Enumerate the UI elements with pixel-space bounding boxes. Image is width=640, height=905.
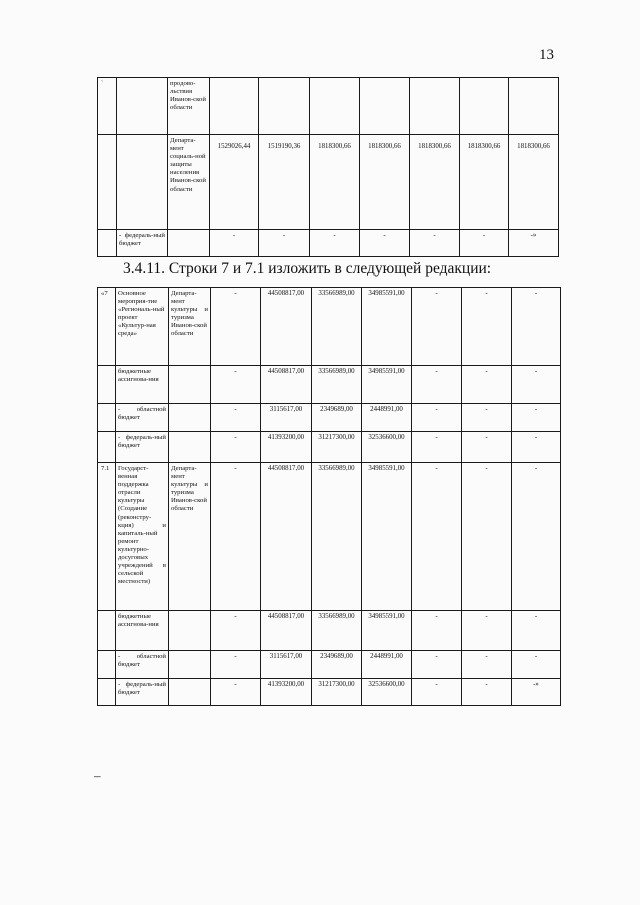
value-cell: 3115617,00 — [261, 651, 312, 679]
program-table — [97, 287, 561, 706]
row-number-cell — [98, 230, 117, 257]
value-cell: - — [462, 404, 512, 432]
value-cell: 31217300,00 — [312, 679, 362, 706]
value-cell — [259, 78, 310, 135]
value-cell — [360, 78, 410, 135]
value-cell: 32536600,00 — [362, 432, 412, 463]
value-cell: -» — [509, 230, 559, 257]
table-row — [98, 679, 561, 706]
value-cell: - — [211, 679, 261, 706]
executor-cell — [169, 679, 211, 706]
value-cell: - — [462, 611, 512, 651]
value-cell: 2349689,00 — [312, 404, 362, 432]
value-cell — [310, 78, 360, 135]
value-cell — [460, 78, 509, 135]
value-cell: - — [412, 651, 462, 679]
value-cell: 33566989,00 — [312, 611, 362, 651]
row-number-cell — [98, 651, 116, 679]
row-number-cell — [98, 432, 116, 463]
value-cell: - — [462, 288, 512, 366]
name-cell: - областной бюджет — [116, 404, 169, 432]
value-cell: - — [211, 432, 261, 463]
value-cell: 1529026,44 — [210, 135, 259, 230]
value-cell: - — [412, 611, 462, 651]
value-cell: - — [412, 288, 462, 366]
value-cell: 34985591,00 — [362, 611, 412, 651]
value-cell: - — [462, 463, 512, 611]
value-cell: 1818300,66 — [509, 135, 559, 230]
name-cell: - федераль-ный бюджет — [116, 679, 169, 706]
value-cell: 1519190,36 — [259, 135, 310, 230]
value-cell: 44508817,00 — [261, 366, 312, 404]
table-row — [98, 135, 559, 230]
value-cell: 1818300,66 — [410, 135, 460, 230]
page-number: 13 — [539, 47, 554, 63]
value-cell: - — [512, 611, 561, 651]
value-cell: - — [360, 230, 410, 257]
row-number-cell — [98, 679, 116, 706]
value-cell: - — [259, 230, 310, 257]
value-cell: - — [462, 651, 512, 679]
value-cell: 41393200,00 — [261, 432, 312, 463]
value-cell: - — [512, 432, 561, 463]
continued-table — [97, 77, 559, 257]
value-cell: - — [211, 404, 261, 432]
value-cell: 44508817,00 — [261, 288, 312, 366]
executor-cell: Департа-мент культуры и туризма Иванов-ской области — [169, 288, 211, 366]
executor-cell — [169, 366, 211, 404]
footer-mark: – — [94, 768, 101, 783]
name-cell: Государст-венная поддержка отрасли культуры (Создание (реконстру-кция) и капиталь-ный ремонт культурно-досуговых учреждений в сельской местности) — [116, 463, 169, 611]
value-cell: 3115617,00 — [261, 404, 312, 432]
value-cell: 34985591,00 — [362, 288, 412, 366]
table-row — [98, 463, 561, 611]
name-cell: бюджетные ассигнова-ния — [116, 611, 169, 651]
value-cell: 44508817,00 — [261, 611, 312, 651]
value-cell — [509, 78, 559, 135]
row-number-cell: «7 — [98, 288, 116, 366]
value-cell: - — [460, 230, 509, 257]
value-cell: - — [412, 366, 462, 404]
executor-cell: Департа-мент социаль-ной защиты населения Иванов-ской области — [168, 135, 210, 230]
value-cell: - — [412, 432, 462, 463]
value-cell: 1818300,66 — [360, 135, 410, 230]
table-row — [98, 230, 559, 257]
section-heading: 3.4.11. Строки 7 и 7.1 изложить в следующей редакции: — [123, 260, 492, 277]
value-cell: - — [512, 288, 561, 366]
value-cell: 1818300,66 — [310, 135, 360, 230]
table-row — [98, 288, 561, 366]
value-cell: - — [210, 230, 259, 257]
executor-cell: продово-льствия Иванов-ской области — [168, 78, 210, 135]
table-row — [98, 366, 561, 404]
value-cell: - — [410, 230, 460, 257]
executor-cell — [169, 651, 211, 679]
table-row — [98, 611, 561, 651]
value-cell: 32536600,00 — [362, 679, 412, 706]
executor-cell — [169, 611, 211, 651]
table-row — [98, 651, 561, 679]
value-cell: - — [512, 366, 561, 404]
value-cell: 31217300,00 — [312, 432, 362, 463]
executor-cell — [169, 432, 211, 463]
value-cell: - — [462, 679, 512, 706]
value-cell: 2448991,00 — [362, 651, 412, 679]
value-cell: - — [412, 463, 462, 611]
name-cell: - федераль-ный бюджет — [116, 432, 169, 463]
table-row — [98, 78, 559, 135]
value-cell: -» — [512, 679, 561, 706]
value-cell: - — [211, 288, 261, 366]
row-number-cell: ` — [98, 78, 117, 135]
value-cell: 33566989,00 — [312, 288, 362, 366]
value-cell: - — [462, 432, 512, 463]
value-cell: 44508817,00 — [261, 463, 312, 611]
name-cell — [117, 78, 168, 135]
row-number-cell — [98, 366, 116, 404]
table-row — [98, 404, 561, 432]
value-cell: 2349689,00 — [312, 651, 362, 679]
value-cell: - — [512, 651, 561, 679]
row-number-cell — [98, 404, 116, 432]
name-cell: Основное мероприя-тие «Региональ-ный проект «Культур-ная среда» — [116, 288, 169, 366]
row-number-cell — [98, 611, 116, 651]
value-cell: 33566989,00 — [312, 463, 362, 611]
executor-cell: Департа-мент культуры и туризма Иванов-ской области — [169, 463, 211, 611]
executor-cell — [169, 404, 211, 432]
value-cell — [210, 78, 259, 135]
value-cell: 41393200,00 — [261, 679, 312, 706]
value-cell: - — [412, 404, 462, 432]
value-cell: - — [211, 366, 261, 404]
name-cell: бюджетные ассигнова-ния — [116, 366, 169, 404]
value-cell — [410, 78, 460, 135]
value-cell: - — [211, 611, 261, 651]
value-cell: - — [211, 463, 261, 611]
value-cell: - — [412, 679, 462, 706]
value-cell: 34985591,00 — [362, 366, 412, 404]
name-cell: - областной бюджет — [116, 651, 169, 679]
value-cell: 33566989,00 — [312, 366, 362, 404]
value-cell: 2448991,00 — [362, 404, 412, 432]
value-cell: 34985591,00 — [362, 463, 412, 611]
value-cell: - — [310, 230, 360, 257]
value-cell: - — [462, 366, 512, 404]
row-number-cell: 7.1 — [98, 463, 116, 611]
value-cell: 1818300,66 — [460, 135, 509, 230]
value-cell: - — [512, 463, 561, 611]
executor-cell — [168, 230, 210, 257]
row-number-cell — [98, 135, 117, 230]
name-cell: - федераль-ный бюджет — [117, 230, 168, 257]
value-cell: - — [211, 651, 261, 679]
name-cell — [117, 135, 168, 230]
table-row — [98, 432, 561, 463]
value-cell: - — [512, 404, 561, 432]
